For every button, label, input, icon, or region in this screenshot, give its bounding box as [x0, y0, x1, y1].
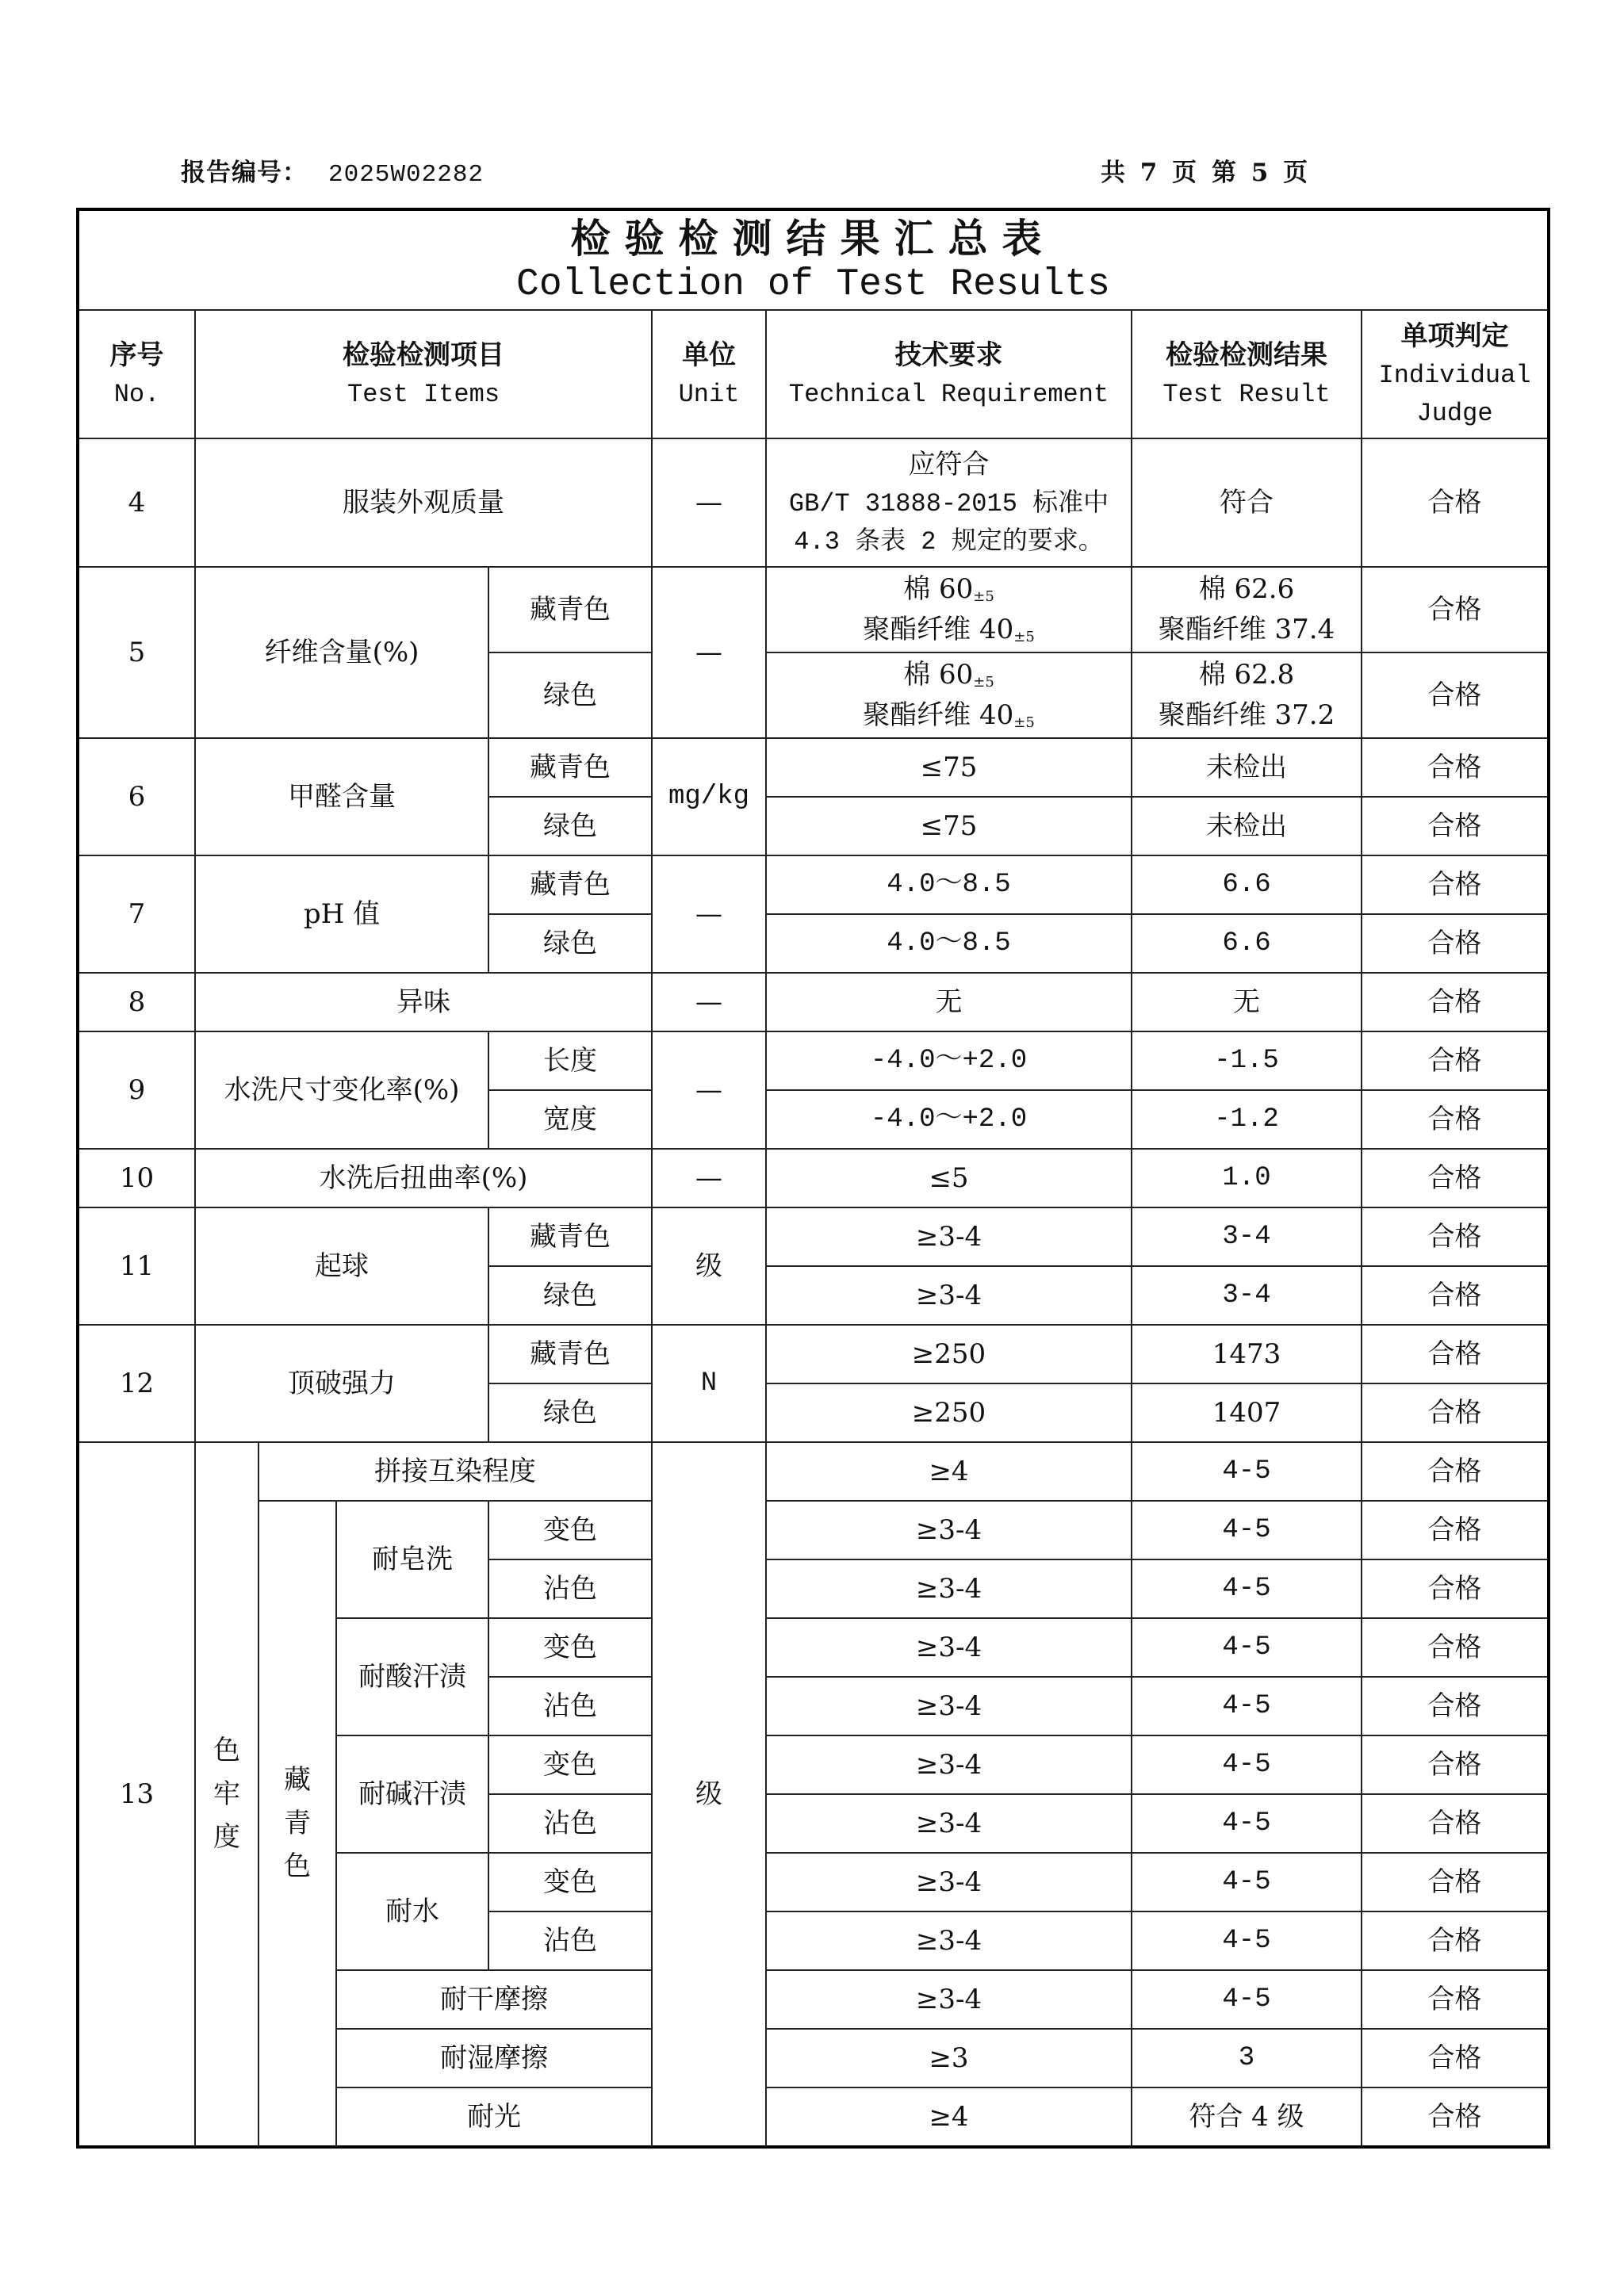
result: 4-5: [1132, 1677, 1362, 1735]
requirement: ≥3-4: [766, 1501, 1132, 1559]
judge: 合格: [1362, 1383, 1549, 1442]
col-header-item: 检验检测项目 Test Items: [195, 310, 652, 438]
test-item: 耐湿摩擦: [336, 2029, 652, 2087]
judge: 合格: [1362, 1325, 1549, 1383]
sub-item: 沾色: [488, 1559, 652, 1618]
sub-item: 沾色: [488, 1677, 652, 1735]
judge: 合格: [1362, 1794, 1549, 1853]
results-table: [76, 208, 1550, 2149]
color-label: 藏青色: [259, 1501, 336, 2147]
judge: 合格: [1362, 1207, 1549, 1266]
result: 4-5: [1132, 1911, 1362, 1970]
sub-item: 藏青色: [488, 1207, 652, 1266]
title-zh: 检验检测结果汇总表: [570, 215, 1056, 262]
category-label: 色牢度: [195, 1442, 259, 2147]
result: 棉 62.6 聚酯纤维 37.4: [1132, 567, 1362, 652]
requirement: ≥250: [766, 1325, 1132, 1383]
row-no: 11: [78, 1207, 195, 1325]
unit: N: [652, 1325, 766, 1442]
unit: —: [652, 1031, 766, 1149]
result: 3: [1132, 2029, 1362, 2087]
requirement: ≥4: [766, 2087, 1132, 2147]
sub-item: 绿色: [488, 914, 652, 973]
judge: 合格: [1362, 1559, 1549, 1618]
requirement: ≥3-4: [766, 1794, 1132, 1853]
test-item: 拼接互染程度: [259, 1442, 652, 1501]
judge: 合格: [1362, 1442, 1549, 1501]
sub-item: 变色: [488, 1735, 652, 1794]
judge: 合格: [1362, 652, 1549, 738]
test-item: 耐碱汗渍: [336, 1735, 488, 1853]
table-row: [78, 855, 1549, 914]
test-item: 异味: [195, 973, 652, 1031]
test-item: 服装外观质量: [195, 438, 652, 567]
page-info: 共 7 页 第 5 页: [1101, 159, 1309, 187]
result: 符合 4 级: [1132, 2087, 1362, 2147]
test-item: 起球: [195, 1207, 488, 1325]
judge: 合格: [1362, 914, 1549, 973]
row-no: 6: [78, 738, 195, 855]
test-item: 耐光: [336, 2087, 652, 2147]
requirement: ≤5: [766, 1149, 1132, 1207]
sub-item: 沾色: [488, 1911, 652, 1970]
requirement: ≤75: [766, 738, 1132, 797]
table-row: [78, 438, 1549, 567]
sub-item: 宽度: [488, 1090, 652, 1149]
judge: 合格: [1362, 438, 1549, 567]
requirement: ≥3-4: [766, 1207, 1132, 1266]
row-no: 4: [78, 438, 195, 567]
result: 3-4: [1132, 1207, 1362, 1266]
requirement: ≥3-4: [766, 1911, 1132, 1970]
judge: 合格: [1362, 1618, 1549, 1677]
judge: 合格: [1362, 1677, 1549, 1735]
title-en: Collection of Test Results: [516, 262, 1110, 306]
unit: —: [652, 855, 766, 973]
requirement: 应符合 GB/T 31888-2015 标准中 4.3 条表 2 规定的要求。: [766, 438, 1132, 567]
result: 4-5: [1132, 1970, 1362, 2029]
requirement: 无: [766, 973, 1132, 1031]
sub-item: 藏青色: [488, 1325, 652, 1383]
test-item: 甲醛含量: [195, 738, 488, 855]
judge: 合格: [1362, 1501, 1549, 1559]
unit: —: [652, 438, 766, 567]
judge: 合格: [1362, 738, 1549, 797]
row-no: 5: [78, 567, 195, 738]
table-row: [78, 1325, 1549, 1383]
judge: 合格: [1362, 1853, 1549, 1911]
judge: 合格: [1362, 2029, 1549, 2087]
result: -1.2: [1132, 1090, 1362, 1149]
sub-item: 藏青色: [488, 855, 652, 914]
requirement: ≥3-4: [766, 1735, 1132, 1794]
result: -1.5: [1132, 1031, 1362, 1090]
row-no: 13: [78, 1442, 195, 2147]
sub-item: 绿色: [488, 652, 652, 738]
result: 未检出: [1132, 738, 1362, 797]
report-number-label: 报告编号：: [181, 159, 308, 187]
table-row: [78, 1031, 1549, 1090]
col-header-unit: 单位 Unit: [652, 310, 766, 438]
judge: 合格: [1362, 1031, 1549, 1090]
requirement: ≥3-4: [766, 1266, 1132, 1325]
judge: 合格: [1362, 1970, 1549, 2029]
requirement: ≤75: [766, 797, 1132, 855]
row-no: 12: [78, 1325, 195, 1442]
table-row: [78, 738, 1549, 797]
result: 4-5: [1132, 1442, 1362, 1501]
requirement: ≥3-4: [766, 1853, 1132, 1911]
result: 4-5: [1132, 1794, 1362, 1853]
judge: 合格: [1362, 1266, 1549, 1325]
requirement: ≥4: [766, 1442, 1132, 1501]
test-item: 耐干摩擦: [336, 1970, 652, 2029]
judge: 合格: [1362, 567, 1549, 652]
test-item: 耐水: [336, 1853, 488, 1970]
unit: —: [652, 567, 766, 738]
requirement: 棉 $60_{\pm 5}$ 聚酯纤维 $40_{\pm 5}$: [766, 652, 1132, 738]
result: 6.6: [1132, 855, 1362, 914]
table-row: [78, 1442, 1549, 1501]
judge: 合格: [1362, 1735, 1549, 1794]
column-header-row: [78, 310, 1549, 438]
result: 1.0: [1132, 1149, 1362, 1207]
requirement: 4.0～8.5: [766, 914, 1132, 973]
sub-item: 变色: [488, 1501, 652, 1559]
judge: 合格: [1362, 1911, 1549, 1970]
result: 4-5: [1132, 1559, 1362, 1618]
report-number: 2025W02282: [328, 161, 485, 189]
sub-item: 绿色: [488, 797, 652, 855]
judge: 合格: [1362, 2087, 1549, 2147]
judge: 合格: [1362, 1090, 1549, 1149]
table-row: [78, 1149, 1549, 1207]
result: 6.6: [1132, 914, 1362, 973]
table-row: [78, 973, 1549, 1031]
sub-item: 长度: [488, 1031, 652, 1090]
requirement: 4.0～8.5: [766, 855, 1132, 914]
row-no: 8: [78, 973, 195, 1031]
result: 未检出: [1132, 797, 1362, 855]
sub-item: 变色: [488, 1853, 652, 1911]
test-item: 水洗后扭曲率(%): [195, 1149, 652, 1207]
sub-item: 沾色: [488, 1794, 652, 1853]
result: 4-5: [1132, 1735, 1362, 1794]
test-item: 耐酸汗渍: [336, 1618, 488, 1735]
requirement: ≥3-4: [766, 1559, 1132, 1618]
result: 4-5: [1132, 1618, 1362, 1677]
unit: —: [652, 973, 766, 1031]
unit: 级: [652, 1442, 766, 2147]
requirement: ≥3-4: [766, 1970, 1132, 2029]
col-header-requirement: 技术要求 Technical Requirement: [766, 310, 1132, 438]
test-item: 顶破强力: [195, 1325, 488, 1442]
sub-item: 变色: [488, 1618, 652, 1677]
row-no: 7: [78, 855, 195, 973]
unit: —: [652, 1149, 766, 1207]
judge: 合格: [1362, 973, 1549, 1031]
result: 1407: [1132, 1383, 1362, 1442]
result: 符合: [1132, 438, 1362, 567]
test-item: 纤维含量(%): [195, 567, 488, 738]
result: 无: [1132, 973, 1362, 1031]
table-row: [78, 1207, 1549, 1266]
sub-item: 绿色: [488, 1383, 652, 1442]
judge: 合格: [1362, 797, 1549, 855]
unit: mg/kg: [652, 738, 766, 855]
judge: 合格: [1362, 855, 1549, 914]
col-header-judge: 单项判定 Individual Judge: [1362, 310, 1549, 438]
sub-item: 藏青色: [488, 738, 652, 797]
table-title: [78, 209, 1549, 310]
test-item: pH 值: [195, 855, 488, 973]
table-row: [78, 567, 1549, 652]
requirement: ≥3-4: [766, 1677, 1132, 1735]
result: 4-5: [1132, 1501, 1362, 1559]
result: 4-5: [1132, 1853, 1362, 1911]
sub-item: 绿色: [488, 1266, 652, 1325]
judge: 合格: [1362, 1149, 1549, 1207]
requirement: ≥3-4: [766, 1618, 1132, 1677]
requirement: -4.0～+2.0: [766, 1090, 1132, 1149]
table-row: [78, 1501, 1549, 1559]
requirement: 棉 $60_{\pm 5}$ 聚酯纤维 $40_{\pm 5}$: [766, 567, 1132, 652]
requirement: -4.0～+2.0: [766, 1031, 1132, 1090]
requirement: ≥3: [766, 2029, 1132, 2087]
test-item: 水洗尺寸变化率(%): [195, 1031, 488, 1149]
test-item: 耐皂洗: [336, 1501, 488, 1618]
requirement: ≥250: [766, 1383, 1132, 1442]
sub-item: 藏青色: [488, 567, 652, 652]
col-header-no: 序号 No.: [78, 310, 195, 438]
unit: 级: [652, 1207, 766, 1325]
report-number-line: [181, 152, 484, 189]
result: 1473: [1132, 1325, 1362, 1383]
result: 棉 62.8 聚酯纤维 37.2: [1132, 652, 1362, 738]
result: 3-4: [1132, 1266, 1362, 1325]
row-no: 9: [78, 1031, 195, 1149]
row-no: 10: [78, 1149, 195, 1207]
col-header-result: 检验检测结果 Test Result: [1132, 310, 1362, 438]
